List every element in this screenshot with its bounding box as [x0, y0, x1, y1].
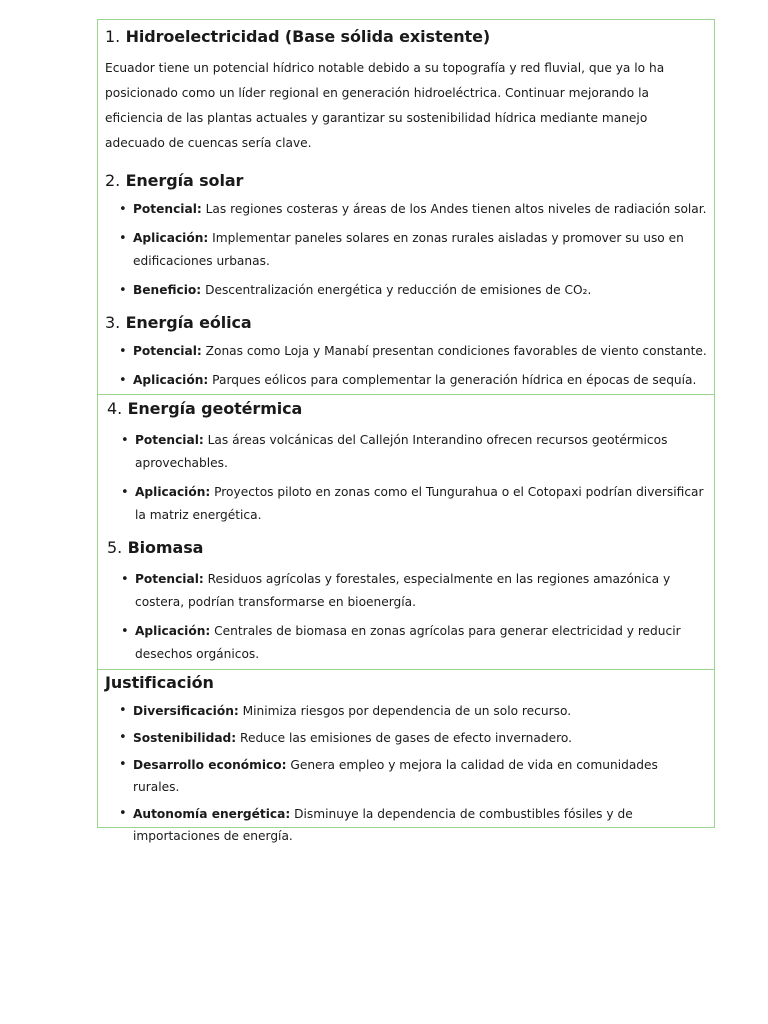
- document-section-box-2: [97, 394, 715, 670]
- heading-hidroelectricidad: [105, 23, 708, 50]
- heading-energia-geotermica: [107, 396, 708, 422]
- heading-energia-eolica: [105, 310, 708, 335]
- list-item: [107, 620, 708, 666]
- list-item: [105, 727, 708, 749]
- heading-biomasa: [107, 535, 708, 561]
- list-item: [105, 700, 708, 722]
- item-label: Autonomía energética:: [133, 807, 291, 821]
- list-justificacion: [105, 700, 708, 847]
- list-item: [105, 369, 708, 392]
- heading-number: 1.: [105, 27, 121, 46]
- item-text: Minimiza riesgos por dependencia de un solo recurso.: [242, 704, 572, 718]
- item-label: Beneficio:: [133, 283, 202, 297]
- list-item: [105, 803, 708, 847]
- paragraph-hidroelectricidad: Ecuador tiene un potencial hídrico notable debido a su topografía y red fluvial, que ya lo ha posicionado como un líder regional en generación hidroeléctrica. Continuar mejorando la eficiencia de las plantas actuales y garantizar su sostenibilidad hídrica mediante manejo adecuado de cuencas sería clave.: [105, 61, 665, 150]
- item-text: Proyectos piloto en zonas como el Tungurahua o el Cotopaxi podrían diversificar la matriz energética.: [135, 485, 704, 522]
- item-text: Residuos agrícolas y forestales, especialmente en las regiones amazónica y costera, podrían transformarse en bioenergía.: [135, 572, 671, 609]
- list-item: [105, 754, 708, 798]
- item-text: Disminuye la dependencia de combustibles fósiles y de importaciones de energía.: [133, 807, 633, 843]
- list-biomasa: [107, 568, 708, 666]
- list-item: [105, 340, 708, 363]
- item-label: Potencial:: [133, 344, 202, 358]
- heading-energia-solar: [105, 168, 708, 193]
- list-energia-geotermica: [107, 429, 708, 527]
- list-item: [107, 429, 708, 475]
- heading-number: 5.: [107, 538, 123, 557]
- item-label: Diversificación:: [133, 704, 239, 718]
- list-energia-solar: [105, 198, 708, 302]
- item-label: Sostenibilidad:: [133, 731, 237, 745]
- list-item: [105, 198, 708, 221]
- heading-number: 4.: [107, 399, 123, 418]
- item-text: Implementar paneles solares en zonas rurales aisladas y promover su uso en edificaciones urbanas.: [133, 231, 684, 268]
- item-text: Las áreas volcánicas del Callejón Interandino ofrecen recursos geotérmicos aprovechables.: [135, 433, 668, 470]
- item-label: Potencial:: [135, 433, 204, 447]
- heading-title: Hidroelectricidad (Base sólida existente): [125, 27, 491, 46]
- item-text: Genera empleo y mejora la calidad de vida en comunidades rurales.: [133, 758, 658, 794]
- heading-justificacion: Justificación: [105, 673, 214, 692]
- document-section-box-3: [97, 669, 715, 843]
- item-label: Aplicación:: [135, 624, 211, 638]
- item-label: Potencial:: [133, 202, 202, 216]
- item-text: Centrales de biomasa en zonas agrícolas para generar electricidad y reducir desechos orgánicos.: [135, 624, 681, 661]
- list-item: [105, 227, 708, 273]
- item-text: Zonas como Loja y Manabí presentan condiciones favorables de viento constante.: [205, 344, 707, 358]
- heading-number: 2.: [105, 171, 121, 190]
- item-label: Potencial:: [135, 572, 204, 586]
- heading-title: Energía eólica: [125, 313, 252, 332]
- heading-title: Energía solar: [125, 171, 244, 190]
- item-label: Desarrollo económico:: [133, 758, 287, 772]
- list-item: [107, 568, 708, 614]
- item-text: Reduce las emisiones de gases de efecto invernadero.: [240, 731, 572, 745]
- heading-title: Energía geotérmica: [127, 399, 303, 418]
- item-label: Aplicación:: [135, 485, 211, 499]
- item-text: Descentralización energética y reducción de emisiones de CO₂.: [205, 283, 592, 297]
- heading-number: 3.: [105, 313, 121, 332]
- item-label: Aplicación:: [133, 231, 209, 245]
- item-label: Aplicación:: [133, 373, 209, 387]
- list-item: [105, 279, 708, 302]
- list-energia-eolica: [105, 340, 708, 392]
- item-text: Parques eólicos para complementar la generación hídrica en épocas de sequía.: [212, 373, 697, 387]
- document-section-box-1: [97, 19, 715, 395]
- list-item: [107, 481, 708, 527]
- heading-title: Biomasa: [127, 538, 204, 557]
- item-text: Las regiones costeras y áreas de los Andes tienen altos niveles de radiación solar.: [205, 202, 707, 216]
